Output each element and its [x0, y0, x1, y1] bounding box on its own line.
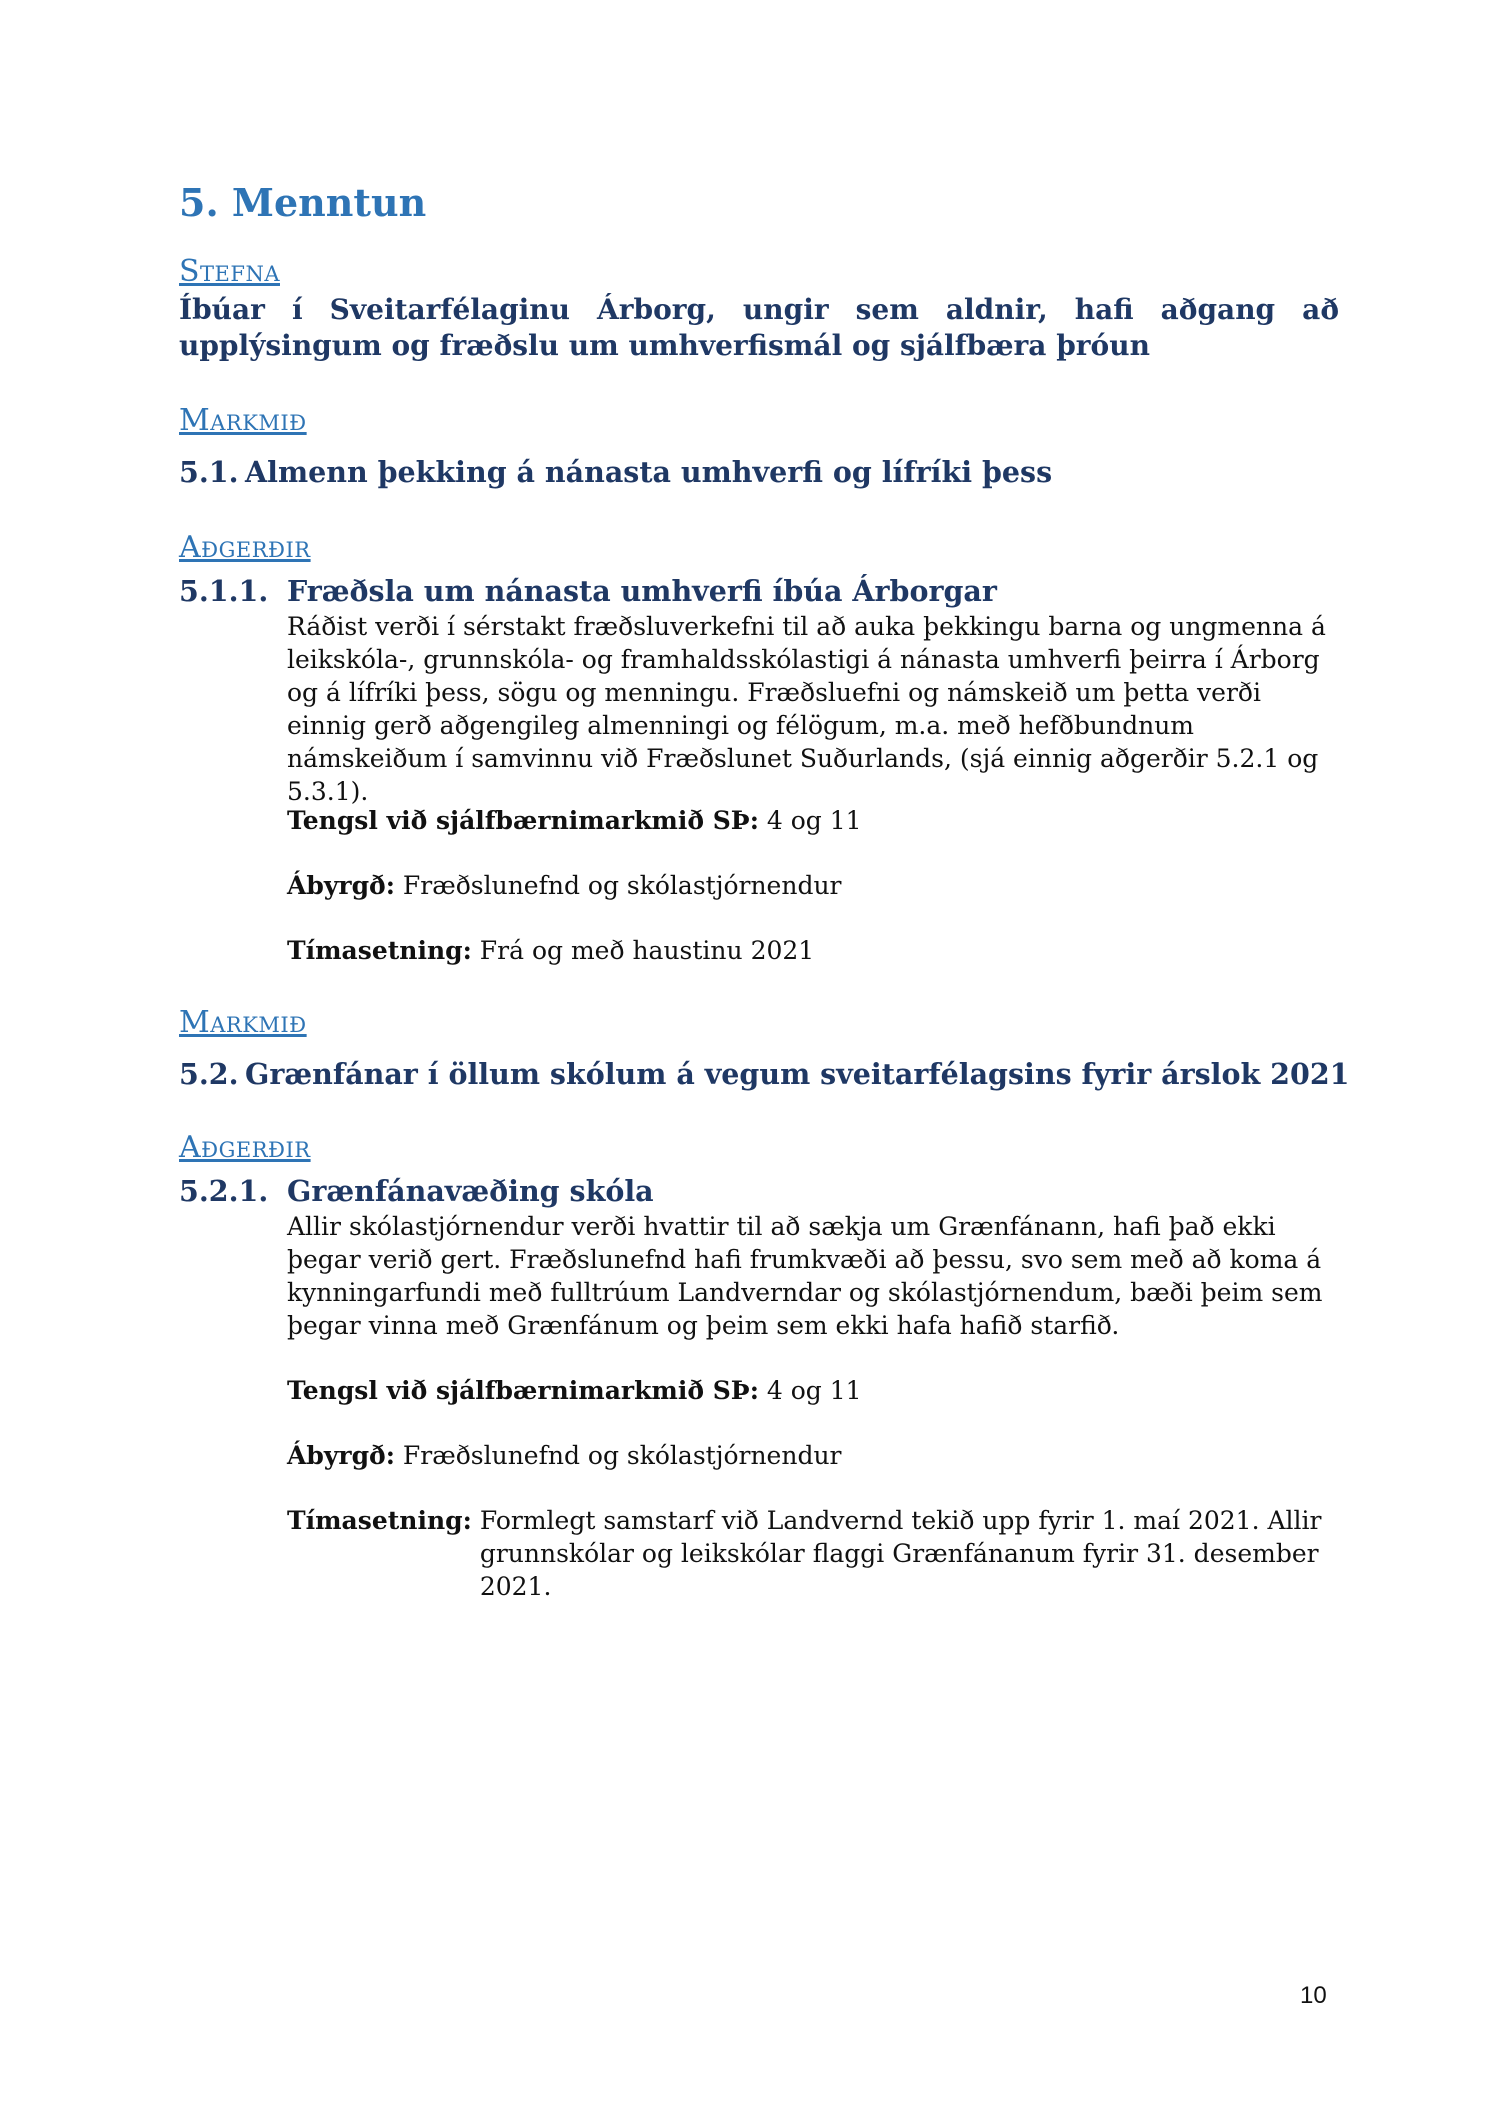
stefna-heading: Stefna [179, 254, 280, 289]
abyrgd-label: Ábyrgð: [287, 871, 395, 900]
goal-5-2 [179, 1057, 1350, 1091]
action-title: Fræðsla um nánasta umhverfi íbúa Árborgar [287, 574, 997, 608]
action-description: Ráðist verði í sérstakt fræðsluverkefni til að auka þekkingu barna og ungmenna á leikskóla-, grunnskóla- og framhaldsskólastigi á nánasta umhverfi þeirra í Árborg og á lífríki þess, sögu og menningu. Fræðsluefni og námskeið um þetta verði einnig gerð aðgengileg almenningi og félögum, m.a. með hefðbundnum námskeiðum í samvinnu við Fræðslunet Suðurlands, (sjá einnig aðgerðir 5.2.1 og 5.3.1). [287, 612, 1326, 806]
timi-label: Tímasetning: [287, 936, 472, 965]
action-description: Allir skólastjórnendur verði hvattir til að sækja um Grænfánann, hafi það ekki þegar verið gert. Fræðslunefnd hafi frumkvæði að þessu, svo sem með að koma á kynningarfundi með fulltrúum Landverndar og skólastjórnendum, bæði þeim sem þegar vinna með Grænfánum og þeim sem ekki hafa hafið starfið. [287, 1212, 1323, 1340]
markmid-heading-2: Markmið [179, 1005, 307, 1040]
abyrgd-label: Ábyrgð: [287, 1441, 395, 1470]
action-number: 5.1.1. [179, 574, 269, 608]
goal-title: Almenn þekking á nánasta umhverfi og lífríki þess [245, 455, 1053, 489]
adgerdir-heading-2: Aðgerðir [179, 1130, 311, 1165]
tengsl-value: 4 og 11 [766, 806, 862, 835]
timi-label: Tímasetning: [287, 1506, 472, 1535]
action-number: 5.2.1. [179, 1174, 269, 1208]
abyrgd-field [287, 1439, 842, 1472]
action-title: Grænfánavæðing skóla [287, 1174, 654, 1208]
goal-title: Grænfánar í öllum skólum á vegum sveitarfélagsins fyrir árslok 2021 [245, 1057, 1350, 1091]
tengsl-label: Tengsl við sjálfbærnimarkmið SÞ: [287, 806, 759, 835]
abyrgd-value: Fræðslunefnd og skólastjórnendur [402, 871, 842, 900]
tengsl-label: Tengsl við sjálfbærnimarkmið SÞ: [287, 1376, 759, 1405]
timi-field [287, 934, 814, 967]
timi-field [287, 1504, 1347, 1603]
timi-value: Frá og með haustinu 2021 [479, 936, 815, 965]
abyrgd-value: Fræðslunefnd og skólastjórnendur [402, 1441, 842, 1470]
tengsl-value: 4 og 11 [766, 1376, 862, 1405]
tengsl-field [287, 804, 862, 837]
markmid-heading-1: Markmið [179, 403, 307, 438]
stefna-text: Íbúar í Sveitarfélaginu Árborg, ungir sem aldnir, hafi aðgang að upplýsingum og fræðslu um umhverfismál og sjálfbæra þróun [179, 293, 1339, 362]
goal-number: 5.1. [179, 455, 239, 489]
adgerdir-heading-1: Aðgerðir [179, 530, 311, 565]
page-number: 10 [1300, 1982, 1327, 2009]
tengsl-field [287, 1374, 862, 1407]
goal-5-1 [179, 455, 1052, 489]
abyrgd-field [287, 869, 842, 902]
goal-number: 5.2. [179, 1057, 239, 1091]
section-title: 5. Menntun [179, 180, 427, 225]
timi-value: Formlegt samstarf við Landvernd tekið upp fyrir 1. maí 2021. Allir grunnskólar og leikskólar flaggi Grænfánanum fyrir 31. desember 2021. [479, 1506, 1322, 1601]
